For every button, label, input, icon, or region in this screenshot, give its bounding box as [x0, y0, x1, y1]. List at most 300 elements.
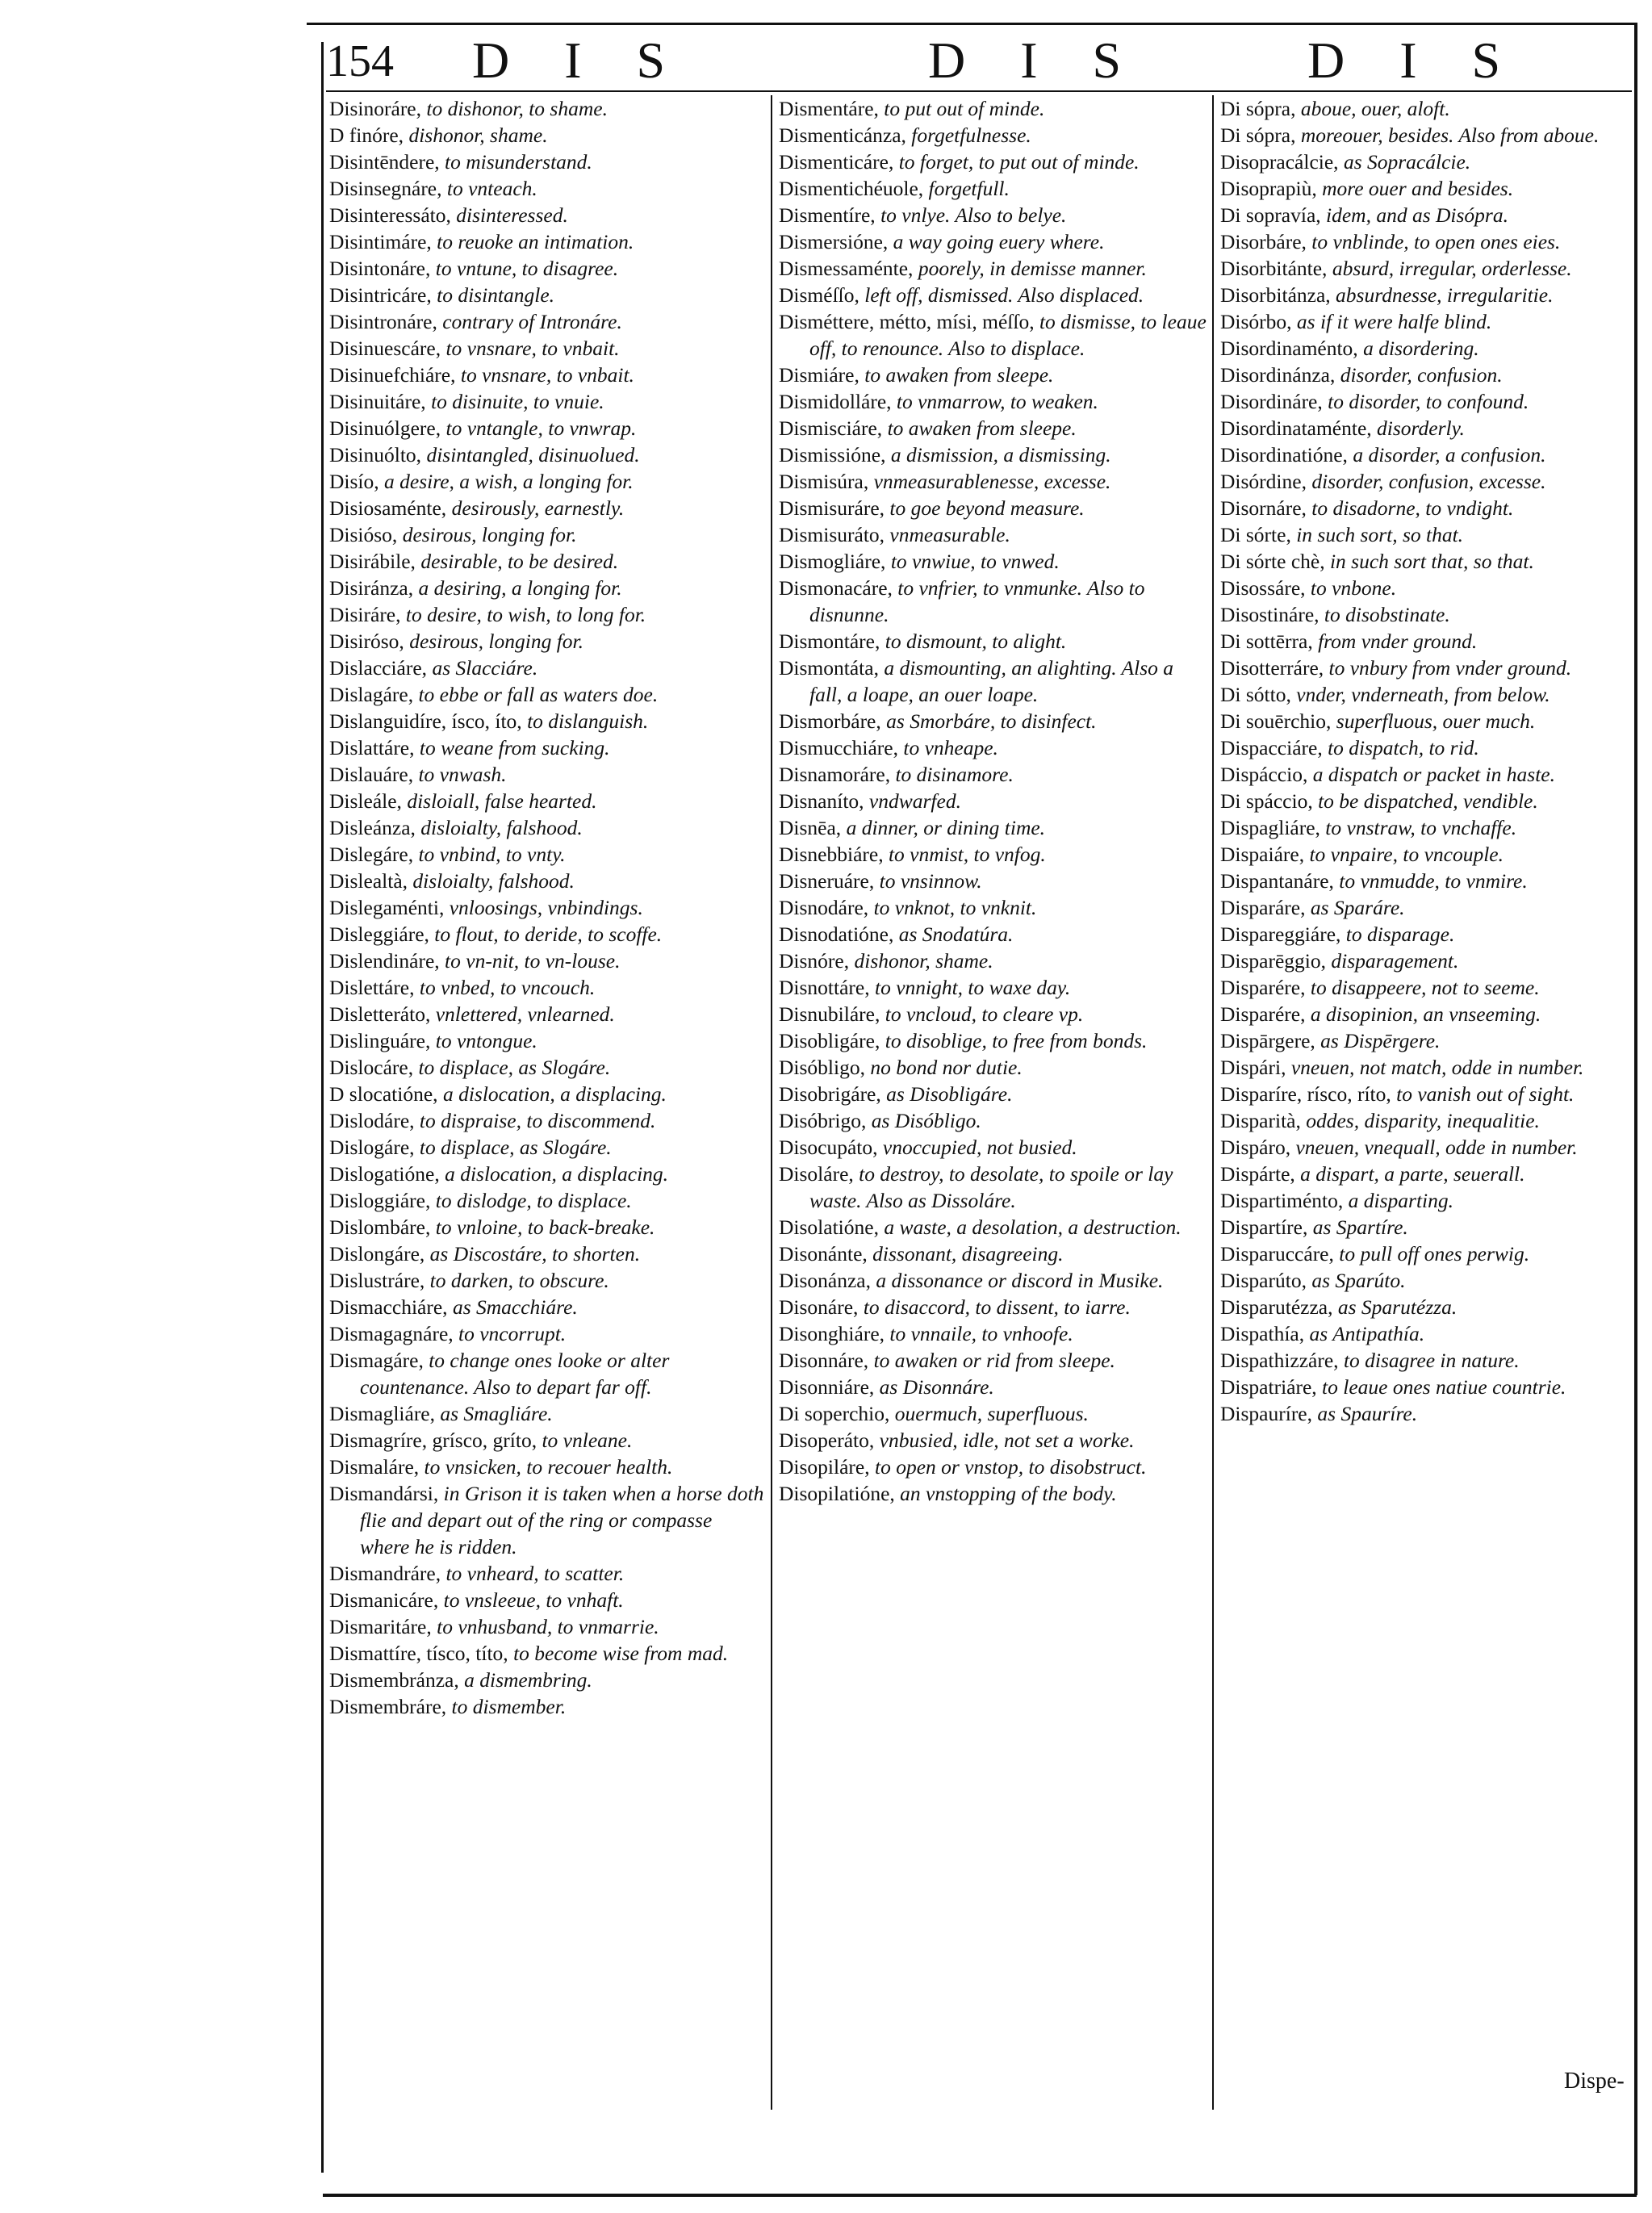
entry-headword: Disonniáre,: [779, 1375, 875, 1399]
dictionary-entry: [779, 1214, 1207, 1240]
entry-headword: Disoprapiù,: [1220, 177, 1317, 200]
entry-definition: a waste, a desolation, a destruction.: [884, 1215, 1181, 1239]
entry-definition: a dissonance or discord in Musike.: [876, 1269, 1164, 1292]
entry-headword: Dismandársi,: [329, 1482, 439, 1505]
entry-headword: Disonáre,: [779, 1295, 859, 1319]
entry-definition: to disorder, to confound.: [1328, 390, 1529, 413]
right-border: [1634, 23, 1637, 2195]
dictionary-entry: [1220, 948, 1630, 974]
entry-headword: Dismidolláre,: [779, 390, 892, 413]
entry-headword: Dislinguáre,: [329, 1029, 431, 1052]
entry-headword: Dispathizzáre,: [1220, 1349, 1339, 1372]
dictionary-entry: [779, 575, 1207, 628]
entry-definition: as Smacchiáre.: [452, 1295, 578, 1319]
dictionary-entry: [779, 1054, 1207, 1081]
entry-definition: disorder, confusion.: [1340, 363, 1503, 387]
entry-headword: Di sópra,: [1220, 123, 1296, 147]
entry-definition: a disopinion, an vnseeming.: [1310, 1002, 1541, 1026]
dictionary-entry: [1220, 548, 1630, 575]
entry-headword: Disnaníto,: [779, 789, 864, 813]
dictionary-entry: [329, 468, 767, 495]
dictionary-entry: [1220, 1400, 1630, 1427]
entry-definition: as Disóbligo.: [871, 1109, 981, 1132]
entry-definition: desirously, earnestly.: [451, 496, 625, 520]
entry-definition: desirous, longing for.: [402, 523, 577, 546]
dictionary-entry: [329, 575, 767, 601]
entry-definition: to vntongue.: [435, 1029, 537, 1052]
bottom-rule: [323, 2194, 1637, 2197]
entry-definition: to dislanguish.: [527, 709, 649, 733]
dictionary-entry: [329, 1161, 767, 1187]
entry-definition: in Grison it is taken when a horse doth flie and depart out of the ring or compasse where he is ridden.: [360, 1482, 764, 1558]
dictionary-entry: [779, 948, 1207, 974]
dictionary-entry: [329, 655, 767, 681]
entry-definition: to ebbe or fall as waters doe.: [418, 683, 659, 706]
entry-headword: Disinteressáto,: [329, 203, 451, 227]
dictionary-entry: [779, 628, 1207, 655]
entry-headword: Dislattáre,: [329, 736, 415, 759]
dictionary-entry: [1220, 921, 1630, 948]
entry-headword: Dismiáre,: [779, 363, 859, 387]
entry-headword: D slocatióne,: [329, 1082, 438, 1106]
running-head-3: D I S: [1307, 31, 1522, 89]
entry-definition: as Snodatúra.: [898, 922, 1014, 946]
dictionary-entry: [779, 1454, 1207, 1480]
entry-definition: to vn-nit, to vn-louse.: [445, 949, 621, 973]
entry-definition: to flout, to deride, to scoffe.: [434, 922, 663, 946]
entry-headword: Disnodáre,: [779, 896, 869, 919]
entry-headword: Disméſſo,: [779, 283, 859, 307]
entry-headword: Disióso,: [329, 523, 398, 546]
entry-definition: dishonor, shame.: [408, 123, 548, 147]
entry-headword: Dismisuráto,: [779, 523, 885, 546]
dictionary-entry: [1220, 708, 1630, 734]
dictionary-entry: [779, 282, 1207, 308]
entry-headword: Disnóre,: [779, 949, 850, 973]
entry-definition: to dislodge, to displace.: [435, 1189, 632, 1212]
dictionary-entry: [329, 628, 767, 655]
dictionary-entry: [779, 228, 1207, 255]
entry-headword: Dismentíre,: [779, 203, 876, 227]
dictionary-entry: [1220, 122, 1630, 149]
entry-headword: Disnubiláre,: [779, 1002, 880, 1026]
entry-headword: Dismontáre,: [779, 630, 880, 653]
dictionary-entry: [779, 122, 1207, 149]
entry-headword: Dismacchiáre,: [329, 1295, 448, 1319]
entry-headword: Disparére,: [1220, 1002, 1306, 1026]
dictionary-entry: [1220, 468, 1630, 495]
entry-definition: as Smorbáre, to disinfect.: [886, 709, 1097, 733]
dictionary-entry: [779, 1161, 1207, 1214]
entry-definition: to vnsleeue, to vnhaft.: [443, 1588, 624, 1612]
dictionary-entry: [1220, 575, 1630, 601]
entry-headword: Dismisciáre,: [779, 416, 883, 440]
entry-definition: to vnsnare, to vnbait.: [445, 337, 620, 360]
dictionary-entry: [329, 1560, 767, 1587]
entry-headword: Disintronáre,: [329, 310, 437, 333]
entry-headword: Disparúto,: [1220, 1269, 1307, 1292]
dictionary-entry: [1220, 601, 1630, 628]
dictionary-entry: [1220, 1054, 1630, 1081]
dictionary-entry: [1220, 1347, 1630, 1374]
entry-definition: disparagement.: [1331, 949, 1459, 973]
dictionary-entry: [329, 868, 767, 894]
entry-headword: Disparuccáre,: [1220, 1242, 1334, 1265]
entry-definition: to displace, as Slogáre.: [419, 1136, 612, 1159]
entry-definition: to displace, as Slogáre.: [418, 1056, 611, 1079]
entry-definition: to vnmudde, to vnmire.: [1339, 869, 1528, 893]
entry-headword: Dismucchiáre,: [779, 736, 898, 759]
dictionary-entry: [1220, 441, 1630, 468]
dictionary-entry: [1220, 1267, 1630, 1294]
entry-headword: Disloggiáre,: [329, 1189, 431, 1212]
entry-headword: Disinuólto,: [329, 443, 422, 466]
dictionary-entry: [1220, 495, 1630, 521]
entry-headword: Disleggiáre,: [329, 922, 429, 946]
entry-definition: to reuoke an intimation.: [437, 230, 634, 253]
entry-definition: to vnwiue, to vnwed.: [890, 550, 1060, 573]
entry-definition: superfluous, ouer much.: [1336, 709, 1536, 733]
entry-headword: Disopiláre,: [779, 1455, 870, 1479]
entry-headword: Disintricáre,: [329, 283, 432, 307]
entry-definition: to dismember.: [451, 1695, 567, 1718]
dictionary-entry: [329, 921, 767, 948]
entry-headword: Dismanicáre,: [329, 1588, 439, 1612]
dictionary-entry: [329, 1427, 767, 1454]
entry-headword: Dispári,: [1220, 1056, 1286, 1079]
entry-headword: Dismontáta,: [779, 656, 879, 680]
entry-headword: Disoperáto,: [779, 1429, 875, 1452]
entry-headword: Disnebbiáre,: [779, 843, 884, 866]
dictionary-entry: [779, 202, 1207, 228]
entry-headword: Disiosaménte,: [329, 496, 447, 520]
entry-headword: Dismaláre,: [329, 1455, 420, 1479]
entry-headword: D finóre,: [329, 123, 404, 147]
entry-headword: Disintimáre,: [329, 230, 432, 253]
dictionary-entry: [329, 1320, 767, 1347]
dictionary-entry: [1220, 1374, 1630, 1400]
column-divider-1: [771, 95, 772, 2110]
entry-headword: Disostináre,: [1220, 603, 1320, 626]
dictionary-entry: [779, 1374, 1207, 1400]
entry-definition: disloialty, falshood.: [420, 816, 583, 839]
dictionary-entry: [329, 948, 767, 974]
entry-headword: Di sórte,: [1220, 523, 1291, 546]
entry-definition: to vncloud, to cleare vp.: [885, 1002, 1084, 1026]
dictionary-entry: [779, 734, 1207, 761]
entry-definition: as Discostáre, to shorten.: [429, 1242, 641, 1265]
entry-definition: absurdnesse, irregularitie.: [1336, 283, 1554, 307]
dictionary-entry: [1220, 894, 1630, 921]
running-head-2: D I S: [928, 31, 1143, 89]
dictionary-entry: [329, 1187, 767, 1214]
entry-definition: aboue, ouer, aloft.: [1300, 97, 1450, 120]
entry-headword: Dispatriáre,: [1220, 1375, 1317, 1399]
entry-definition: a desire, a wish, a longing for.: [384, 470, 634, 493]
entry-headword: Disonnáre,: [779, 1349, 869, 1372]
dictionary-entry: [779, 788, 1207, 814]
dictionary-entry: [779, 1081, 1207, 1107]
entry-definition: to vnmarrow, to weaken.: [896, 390, 1098, 413]
dictionary-entry: [1220, 1107, 1630, 1134]
entry-headword: Disinuitáre,: [329, 390, 426, 413]
entry-definition: disinteressed.: [456, 203, 568, 227]
dictionary-entry: [779, 814, 1207, 841]
entry-definition: vnbusied, idle, not set a worke.: [879, 1429, 1135, 1452]
entry-headword: Disparēggio,: [1220, 949, 1327, 973]
entry-definition: to put out of minde.: [884, 97, 1045, 120]
entry-definition: to disaccord, to dissent, to iarre.: [863, 1295, 1131, 1319]
entry-definition: to open or vnstop, to disobstruct.: [874, 1455, 1147, 1479]
entry-headword: Dispartíre,: [1220, 1215, 1308, 1239]
entry-definition: to vnsinnow.: [879, 869, 982, 893]
dictionary-entry: [779, 1027, 1207, 1054]
entry-definition: vnloosings, vnbindings.: [449, 896, 643, 919]
entry-headword: Disiróso,: [329, 630, 404, 653]
entry-definition: as Sparutézza.: [1337, 1295, 1458, 1319]
dictionary-entry: [329, 548, 767, 575]
dictionary-entry: [329, 1587, 767, 1613]
entry-headword: Disonánza,: [779, 1269, 872, 1292]
dictionary-entry: [329, 1400, 767, 1427]
entry-definition: to vnsnare, to vnbait.: [460, 363, 634, 387]
entry-definition: to destroy, to desolate, to spoile or lay waste. Also as Dissoláre.: [809, 1162, 1173, 1212]
dictionary-entry: [779, 708, 1207, 734]
catchword: Dispe-: [1564, 2069, 1625, 2094]
entry-definition: to vncorrupt.: [458, 1322, 567, 1345]
dictionary-entry: [329, 1081, 767, 1107]
dictionary-entry: [1220, 1187, 1630, 1214]
entry-headword: Dismessaménte,: [779, 257, 914, 280]
dictionary-entry: [1220, 628, 1630, 655]
entry-definition: to vnbury from vnder ground.: [1328, 656, 1572, 680]
entry-headword: Disiránza,: [329, 576, 414, 600]
dictionary-entry: [329, 122, 767, 149]
dictionary-entry: [779, 761, 1207, 788]
entry-headword: Disocupáto,: [779, 1136, 878, 1159]
entry-headword: Disolatióne,: [779, 1215, 879, 1239]
entry-definition: as Disonnáre.: [879, 1375, 994, 1399]
entry-headword: Dismonacáre,: [779, 576, 893, 600]
entry-headword: Dispathía,: [1220, 1322, 1305, 1345]
entry-headword: Disinoráre,: [329, 97, 422, 120]
dictionary-entry: [779, 1107, 1207, 1134]
entry-definition: forgetfull.: [928, 177, 1010, 200]
entry-definition: a dislocation, a displacing.: [442, 1082, 667, 1106]
entry-definition: to vnheape.: [903, 736, 998, 759]
dictionary-entry: [329, 282, 767, 308]
entry-headword: Dislagáre,: [329, 683, 414, 706]
entry-definition: a dinner, or dining time.: [846, 816, 1046, 839]
entry-definition: left off, dismissed. Also displaced.: [864, 283, 1144, 307]
entry-definition: as Smagliáre.: [440, 1402, 553, 1425]
dictionary-entry: [1220, 95, 1630, 122]
column-2: [779, 95, 1207, 1507]
entry-definition: as if it were halfe blind.: [1296, 310, 1492, 333]
entry-headword: Dismattíre, tísco, títo,: [329, 1642, 508, 1665]
dictionary-entry: [1220, 1081, 1630, 1107]
dictionary-entry: [329, 441, 767, 468]
entry-headword: Di sópra,: [1220, 97, 1296, 120]
dictionary-entry: [1220, 1134, 1630, 1161]
dictionary-entry: [1220, 362, 1630, 388]
entry-definition: idem, and as Disópra.: [1326, 203, 1508, 227]
entry-headword: Dislogáre,: [329, 1136, 415, 1159]
entry-headword: Dispárte,: [1220, 1162, 1295, 1186]
entry-definition: a disorder, a confusion.: [1353, 443, 1546, 466]
entry-headword: Dispārgere,: [1220, 1029, 1315, 1052]
entry-definition: to disadorne, to vndight.: [1311, 496, 1514, 520]
entry-definition: to vanish out of sight.: [1396, 1082, 1575, 1106]
entry-headword: Disorbáre,: [1220, 230, 1307, 253]
entry-definition: to vnlye. Also to belye.: [880, 203, 1067, 227]
entry-definition: to vnwash.: [418, 763, 507, 786]
entry-headword: Disordinánza,: [1220, 363, 1336, 387]
entry-headword: Dismisuráre,: [779, 496, 885, 520]
dictionary-entry: [1220, 521, 1630, 548]
dictionary-entry: [329, 149, 767, 175]
entry-headword: Disorbitánza,: [1220, 283, 1331, 307]
entry-headword: Dislealtà,: [329, 869, 408, 893]
entry-headword: Disleánza,: [329, 816, 416, 839]
entry-definition: as Slacciáre.: [432, 656, 538, 680]
entry-definition: to vnbed, to vncouch.: [419, 976, 596, 999]
entry-headword: Dislegaménti,: [329, 896, 445, 919]
dictionary-entry: [329, 1667, 767, 1693]
entry-headword: Disorbitánte,: [1220, 257, 1328, 280]
entry-definition: disorderly.: [1377, 416, 1465, 440]
column-divider-2: [1212, 95, 1214, 2110]
dictionary-entry: [779, 521, 1207, 548]
entry-definition: to disagree in nature.: [1343, 1349, 1520, 1372]
entry-headword: Dismentichéuole,: [779, 177, 924, 200]
dictionary-entry: [329, 1693, 767, 1720]
dictionary-entry: [329, 1480, 767, 1560]
entry-definition: to darken, to obscure.: [429, 1269, 609, 1292]
entry-definition: to vnheard, to scatter.: [445, 1562, 625, 1585]
dictionary-entry: [1220, 335, 1630, 362]
entry-headword: Disornáre,: [1220, 496, 1307, 520]
entry-headword: Di soperchio,: [779, 1402, 890, 1425]
top-rule: [307, 23, 1637, 25]
entry-headword: Dismogliáre,: [779, 550, 886, 573]
entry-headword: Disparutézza,: [1220, 1295, 1333, 1319]
entry-definition: in such sort that, so that.: [1329, 550, 1534, 573]
dictionary-entry: [1220, 868, 1630, 894]
dictionary-entry: [329, 1240, 767, 1267]
dictionary-entry: [779, 974, 1207, 1001]
dictionary-entry: [779, 388, 1207, 415]
entry-headword: Disintēndere,: [329, 150, 440, 174]
dictionary-entry: [329, 1001, 767, 1027]
entry-definition: to disparage.: [1345, 922, 1455, 946]
entry-definition: a dislocation, a displacing.: [445, 1162, 669, 1186]
dictionary-entry: [329, 1347, 767, 1400]
dictionary-entry: [329, 1054, 767, 1081]
dictionary-entry: [779, 1267, 1207, 1294]
dictionary-entry: [329, 708, 767, 734]
entry-headword: Disóbligo,: [779, 1056, 865, 1079]
dictionary-entry: [329, 894, 767, 921]
entry-headword: Dismorbáre,: [779, 709, 881, 733]
entry-definition: to dispatch, to rid.: [1328, 736, 1479, 759]
entry-definition: to vnnight, to waxe day.: [874, 976, 1071, 999]
entry-headword: Di sótto,: [1220, 683, 1291, 706]
entry-definition: to vnpaire, to vncouple.: [1309, 843, 1504, 866]
entry-definition: an vnstopping of the body.: [900, 1482, 1117, 1505]
entry-headword: Disobrigáre,: [779, 1082, 881, 1106]
entry-headword: Disopilatióne,: [779, 1482, 895, 1505]
entry-headword: Disméttere, métto, mísi, méſſo,: [779, 310, 1035, 333]
entry-headword: Disparáre,: [1220, 896, 1306, 919]
entry-headword: Disnottáre,: [779, 976, 870, 999]
entry-headword: Dismersióne,: [779, 230, 889, 253]
dictionary-entry: [329, 521, 767, 548]
entry-definition: to vnsicken, to recouer health.: [424, 1455, 673, 1479]
entry-headword: Dispacciáre,: [1220, 736, 1323, 759]
entry-definition: to disintangle.: [437, 283, 555, 307]
dictionary-entry: [1220, 814, 1630, 841]
entry-headword: Disinuefchiáre,: [329, 363, 456, 387]
dictionary-entry: [779, 548, 1207, 575]
entry-definition: absurd, irregular, orderlesse.: [1332, 257, 1572, 280]
entry-definition: to dispraise, to discommend.: [419, 1109, 656, 1132]
entry-definition: as Disobligáre.: [886, 1082, 1013, 1106]
dictionary-entry: [779, 149, 1207, 175]
entry-headword: Disopracálcie,: [1220, 150, 1339, 174]
entry-definition: to vntune, to disagree.: [435, 257, 619, 280]
entry-definition: moreouer, besides. Also from aboue.: [1300, 123, 1600, 147]
dictionary-entry: [329, 681, 767, 708]
entry-headword: Dismembránza,: [329, 1668, 459, 1692]
entry-headword: Disnamoráre,: [779, 763, 891, 786]
entry-definition: to dismount, to alight.: [885, 630, 1067, 653]
entry-definition: to vnloine, to back-breake.: [435, 1215, 655, 1239]
entry-headword: Disobligáre,: [779, 1029, 880, 1052]
dictionary-entry: [329, 255, 767, 282]
entry-definition: to vnfrier, to vnmunke. Also to disnunne.: [809, 576, 1145, 626]
dictionary-entry: [779, 868, 1207, 894]
entry-definition: disorder, confusion, excesse.: [1311, 470, 1546, 493]
dictionary-entry: [329, 974, 767, 1001]
entry-definition: vndwarfed.: [868, 789, 961, 813]
entry-headword: Di sottērra,: [1220, 630, 1313, 653]
entry-definition: dissonant, disagreeing.: [872, 1242, 1064, 1265]
entry-definition: as Sparúto.: [1311, 1269, 1406, 1292]
entry-definition: as Spartíre.: [1312, 1215, 1408, 1239]
entry-definition: a way going euery where.: [893, 230, 1105, 253]
dictionary-entry: [1220, 761, 1630, 788]
entry-definition: to disobstinate.: [1324, 603, 1450, 626]
entry-definition: a desiring, a longing for.: [418, 576, 622, 600]
dictionary-entry: [779, 1294, 1207, 1320]
entry-headword: Dismagagnáre,: [329, 1322, 454, 1345]
entry-headword: Dismaritáre,: [329, 1615, 432, 1638]
entry-headword: Disórdine,: [1220, 470, 1307, 493]
dictionary-entry: [329, 814, 767, 841]
dictionary-entry: [1220, 734, 1630, 761]
page-number: 154: [326, 36, 394, 86]
dictionary-entry: [329, 841, 767, 868]
entry-definition: to change ones looke or alter countenance. Also to depart far off.: [360, 1349, 670, 1399]
entry-definition: no bond nor dutie.: [870, 1056, 1023, 1079]
entry-definition: a disparting.: [1348, 1189, 1453, 1212]
entry-definition: to pull off ones perwig.: [1339, 1242, 1530, 1265]
dictionary-entry: [779, 655, 1207, 708]
entry-definition: a dismounting, an alighting. Also a fall, a loape, an ouer loape.: [809, 656, 1174, 706]
running-head-1: D I S: [472, 31, 687, 89]
dictionary-entry: [779, 1480, 1207, 1507]
